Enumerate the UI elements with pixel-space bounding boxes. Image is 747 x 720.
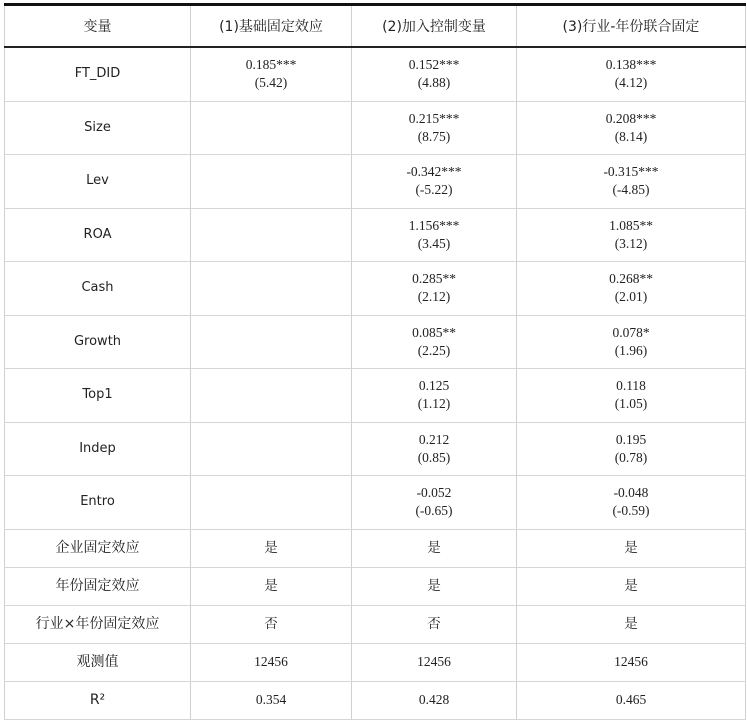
t-statistic: (2.25)	[417, 342, 451, 358]
row-value: 否	[352, 605, 517, 643]
row-label: 行业×年份固定效应	[5, 605, 191, 643]
table-row	[5, 208, 746, 262]
t-statistic: (0.78)	[614, 449, 648, 465]
variable-name: ROA	[5, 208, 191, 262]
variable-name: Size	[5, 101, 191, 155]
coefficient-value: 0.208***	[605, 110, 657, 126]
row-value: 12456	[191, 643, 352, 681]
row-value: 12456	[517, 643, 746, 681]
t-statistic: (-0.59)	[612, 503, 650, 519]
t-statistic: (1.05)	[614, 396, 648, 412]
header-row	[5, 5, 746, 48]
t-statistic: (-0.65)	[415, 503, 453, 519]
table-row	[5, 529, 746, 567]
variable-name: Indep	[5, 422, 191, 476]
regression-table-container	[4, 3, 745, 720]
table-row	[5, 315, 746, 369]
coefficient-cell	[517, 422, 746, 476]
variable-name: Cash	[5, 262, 191, 316]
header-variable: 变量	[5, 5, 191, 48]
coefficient-cell	[517, 155, 746, 209]
coefficient-value: 0.195	[615, 431, 647, 447]
row-value: 是	[352, 567, 517, 605]
coefficient-cell	[517, 315, 746, 369]
coefficient-value: -0.048	[613, 485, 649, 501]
t-statistic: (4.88)	[417, 75, 451, 91]
coefficient-cell	[191, 262, 352, 316]
variable-name: FT_DID	[5, 47, 191, 101]
t-statistic: (1.12)	[417, 396, 451, 412]
coefficient-value: 0.215***	[408, 110, 460, 126]
coefficient-cell	[517, 101, 746, 155]
coefficient-value: 0.152***	[408, 57, 460, 73]
table-row	[5, 567, 746, 605]
coefficient-value: -0.315***	[603, 164, 659, 180]
t-statistic: (4.12)	[614, 75, 648, 91]
row-label: 观测值	[5, 643, 191, 681]
row-value: 12456	[352, 643, 517, 681]
row-value: 0.428	[352, 681, 517, 719]
t-statistic: (-4.85)	[612, 182, 650, 198]
row-value: 0.465	[517, 681, 746, 719]
table-row	[5, 369, 746, 423]
t-statistic: (2.01)	[614, 289, 648, 305]
coefficient-cell	[517, 47, 746, 101]
coefficient-value: 0.085**	[412, 324, 456, 340]
coefficient-cell	[352, 155, 517, 209]
row-value: 是	[517, 529, 746, 567]
coefficient-cell	[352, 47, 517, 101]
row-value: 是	[517, 605, 746, 643]
table-row	[5, 262, 746, 316]
coefficient-value: 0.118	[616, 378, 646, 394]
table-row	[5, 47, 746, 101]
table-row	[5, 476, 746, 530]
header-model-2: (2)加入控制变量	[352, 5, 517, 48]
coefficient-cell	[191, 422, 352, 476]
coefficient-value: 1.156***	[408, 217, 460, 233]
regression-table	[4, 3, 746, 720]
row-value: 是	[517, 567, 746, 605]
coefficient-value: 0.285**	[412, 271, 456, 287]
coefficient-value: 0.138***	[605, 57, 657, 73]
coefficient-cell	[352, 369, 517, 423]
coefficient-cell	[517, 476, 746, 530]
coefficient-cell	[352, 476, 517, 530]
row-value: 是	[191, 567, 352, 605]
table-row	[5, 681, 746, 719]
table-row	[5, 605, 746, 643]
row-value: 是	[191, 529, 352, 567]
header-model-3: (3)行业-年份联合固定	[517, 5, 746, 48]
coefficient-cell	[517, 208, 746, 262]
coefficient-value: 0.185***	[245, 57, 297, 73]
coefficient-cell	[191, 155, 352, 209]
coefficient-value: -0.342***	[406, 164, 462, 180]
coefficient-cell	[352, 262, 517, 316]
t-statistic: (2.12)	[417, 289, 451, 305]
row-value: 0.354	[191, 681, 352, 719]
table-row	[5, 422, 746, 476]
coefficient-cell	[352, 315, 517, 369]
t-statistic: (3.45)	[417, 235, 451, 251]
row-value: 否	[191, 605, 352, 643]
coefficient-cell	[517, 369, 746, 423]
coefficient-cell	[352, 101, 517, 155]
table-row	[5, 155, 746, 209]
coefficient-cell	[191, 369, 352, 423]
t-statistic: (0.85)	[417, 449, 451, 465]
table-row	[5, 101, 746, 155]
row-label: 年份固定效应	[5, 567, 191, 605]
coefficient-cell	[191, 101, 352, 155]
coefficient-cell	[352, 208, 517, 262]
coefficient-value: 0.078*	[612, 324, 650, 340]
table-body	[5, 47, 746, 719]
t-statistic: (-5.22)	[415, 182, 453, 198]
coefficient-cell	[191, 315, 352, 369]
coefficient-cell	[517, 262, 746, 316]
coefficient-cell	[352, 422, 517, 476]
t-statistic: (1.96)	[614, 342, 648, 358]
header-model-1: (1)基础固定效应	[191, 5, 352, 48]
coefficient-value: 0.125	[418, 378, 450, 394]
row-value: 是	[352, 529, 517, 567]
coefficient-value: -0.052	[416, 485, 452, 501]
coefficient-cell	[191, 476, 352, 530]
coefficient-cell	[191, 47, 352, 101]
row-label: R²	[5, 681, 191, 719]
variable-name: Top1	[5, 369, 191, 423]
t-statistic: (5.42)	[254, 75, 288, 91]
coefficient-value: 1.085**	[609, 217, 653, 233]
coefficient-value: 0.212	[418, 431, 450, 447]
coefficient-cell	[191, 208, 352, 262]
row-label: 企业固定效应	[5, 529, 191, 567]
t-statistic: (8.14)	[614, 128, 648, 144]
variable-name: Lev	[5, 155, 191, 209]
t-statistic: (8.75)	[417, 128, 451, 144]
table-row	[5, 643, 746, 681]
coefficient-value: 0.268**	[609, 271, 653, 287]
variable-name: Growth	[5, 315, 191, 369]
variable-name: Entro	[5, 476, 191, 530]
t-statistic: (3.12)	[614, 235, 648, 251]
